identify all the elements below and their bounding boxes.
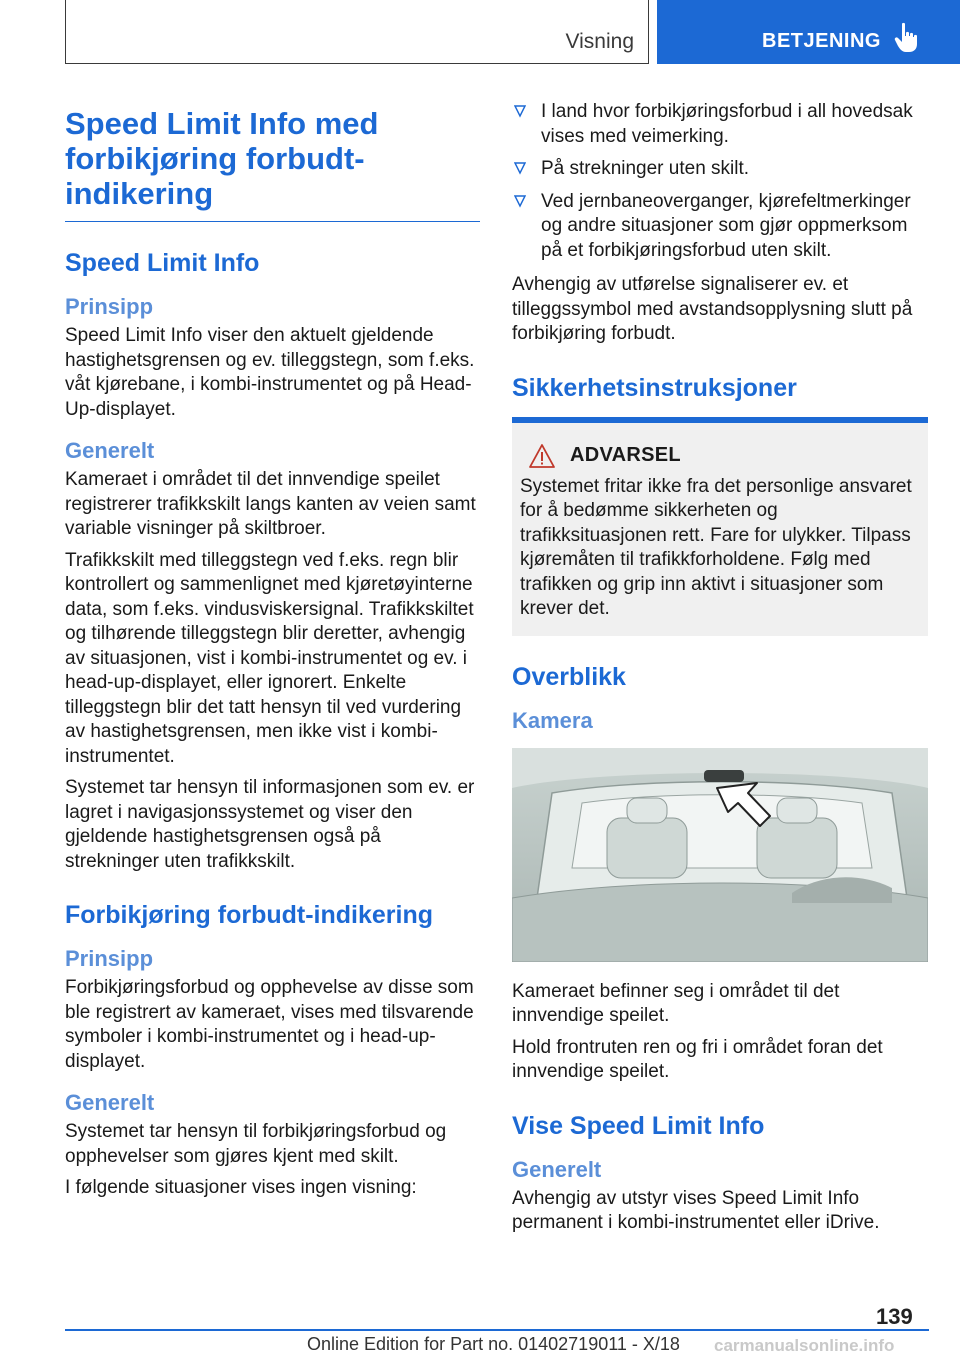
- triangle-bullet-icon: [514, 104, 526, 118]
- footer-edition-text: Online Edition for Part no. 01402719011 - X/18: [307, 1334, 680, 1354]
- bullet-list: [512, 100, 928, 263]
- header-chapter-box: [657, 0, 960, 64]
- footer-divider: [65, 1329, 929, 1331]
- right-column: [512, 100, 928, 1243]
- heading-prinsipp-2: Prinsipp: [65, 946, 154, 971]
- heading-speed-limit-info: Speed Limit Info: [65, 249, 260, 277]
- header-section-box: [65, 0, 649, 64]
- hand-pointer-icon: [894, 22, 920, 54]
- header-chapter-label: BETJENING: [762, 30, 881, 52]
- list-item: [512, 100, 928, 149]
- camera-paragraph-2: Hold frontruten ren og fri i området foran det innvendige speilet.: [512, 1036, 883, 1082]
- warning-title: ADVARSEL: [570, 444, 681, 467]
- left-column: [65, 100, 480, 1208]
- heading-sikkerhetsinstruksjoner: Sikkerhetsinstruksjoner: [512, 373, 797, 402]
- bullet-text: Ved jernbaneoverganger, kjørefeltmerkinger og andre situasjoner som gjør oppmerksom på et forbikjøringsforbud uten skilt.: [541, 190, 911, 261]
- prinsipp-2-text: Forbikjøringsforbud og opphevelse av disse som ble registrert av kameraet, vises med tilsvarende symboler i kombi-instrumentet og i head-up-displayet.: [65, 977, 474, 1072]
- header-section-label: Visning: [565, 30, 634, 53]
- heading-vise-speed-limit-info: Vise Speed Limit Info: [512, 1111, 765, 1140]
- heading-overblikk: Overblikk: [512, 662, 626, 691]
- warning-box: [512, 417, 928, 636]
- bullet-text: På strekninger uten skilt.: [541, 158, 750, 179]
- heading-generelt-2: Generelt: [65, 1090, 155, 1115]
- page-number: 139: [876, 1304, 913, 1329]
- triangle-bullet-icon: [514, 194, 526, 208]
- bullet-text: I land hvor forbikjøringsforbud i all hovedsak vises med veimerking.: [541, 101, 913, 147]
- watermark: carmanualsonline.info: [714, 1336, 895, 1355]
- warning-text: Systemet fritar ikke fra det personlige ansvaret for å bedømme sikkerheten og trafikksituasjonen rett. Fare for ulykker. Tilpass kjøremåten til trafikkforholdene. Følg med trafikken og grip inn aktivt i situasjoner som krever det.: [520, 475, 912, 619]
- heading-forbikjoring: Forbikjøring forbudt-indikering: [65, 901, 434, 929]
- generelt-1-paragraph-1: Kameraet i området til det innvendige speilet registrerer trafikkskilt langs kanten av veien samt variable visninger på skiltbroer.: [65, 469, 476, 539]
- triangle-bullet-icon: [514, 161, 526, 175]
- generelt-1-paragraph-2: Trafikkskilt med tilleggstegn ved f.eks. regn blir kontrollert og sammenlignet med kjøretøyinterne data, som f.eks. vindusviskersignal. Trafikkskiltet og tilhørende tilleggstegn blir deretter, avhengig av situasjonen, vist i kombi-instrumentet og ev. i head-up-displayet, eller ignorert. Enkelte tilleggstegn blir det tatt hensyn til ved vurdering av hastighetsgrensen, men ikke vist i kombi-instrumentet.: [65, 549, 474, 767]
- generelt-2-paragraph-1: Systemet tar hensyn til forbikjøringsforbud og opphevelser som gjøres kjent med skilt.: [65, 1121, 447, 1167]
- heading-prinsipp-1: Prinsipp: [65, 294, 154, 319]
- bullets-after-text: Avhengig av utførelse signaliserer ev. et tilleggssymbol med avstandsopplysning slutt på forbikjøring forbudt.: [512, 274, 913, 344]
- car-interior-camera-image: [512, 748, 928, 962]
- heading-kamera: Kamera: [512, 707, 593, 733]
- list-item: [512, 157, 928, 182]
- generelt-1-paragraph-3: Systemet tar hensyn til informasjonen som ev. er lagret i navigasjonssystemet og viser den gjeldende hastighetsgrensen også på strekninger uten trafikkskilt.: [65, 777, 475, 872]
- camera-paragraph-1: Kameraet befinner seg i området til det innvendige speilet.: [512, 980, 840, 1026]
- heading-generelt-3: Generelt: [512, 1156, 602, 1182]
- prinsipp-1-text: Speed Limit Info viser den aktuelt gjeldende hastighetsgrensen og ev. tilleggstegn, som f.eks. våt kjørebane, i kombi-instrumentet og på Head-Up-displayet.: [65, 325, 475, 420]
- heading-generelt-1: Generelt: [65, 438, 155, 463]
- warning-triangle-icon: [528, 443, 556, 469]
- page-title: Speed Limit Info med forbikjøring forbudt-indikering: [65, 100, 480, 222]
- vise-generelt-text: Avhengig av utstyr vises Speed Limit Info permanent i kombi-instrumentet eller iDrive.: [512, 1187, 880, 1233]
- list-item: [512, 190, 928, 264]
- generelt-2-paragraph-2: I følgende situasjoner vises ingen visning:: [65, 1177, 417, 1198]
